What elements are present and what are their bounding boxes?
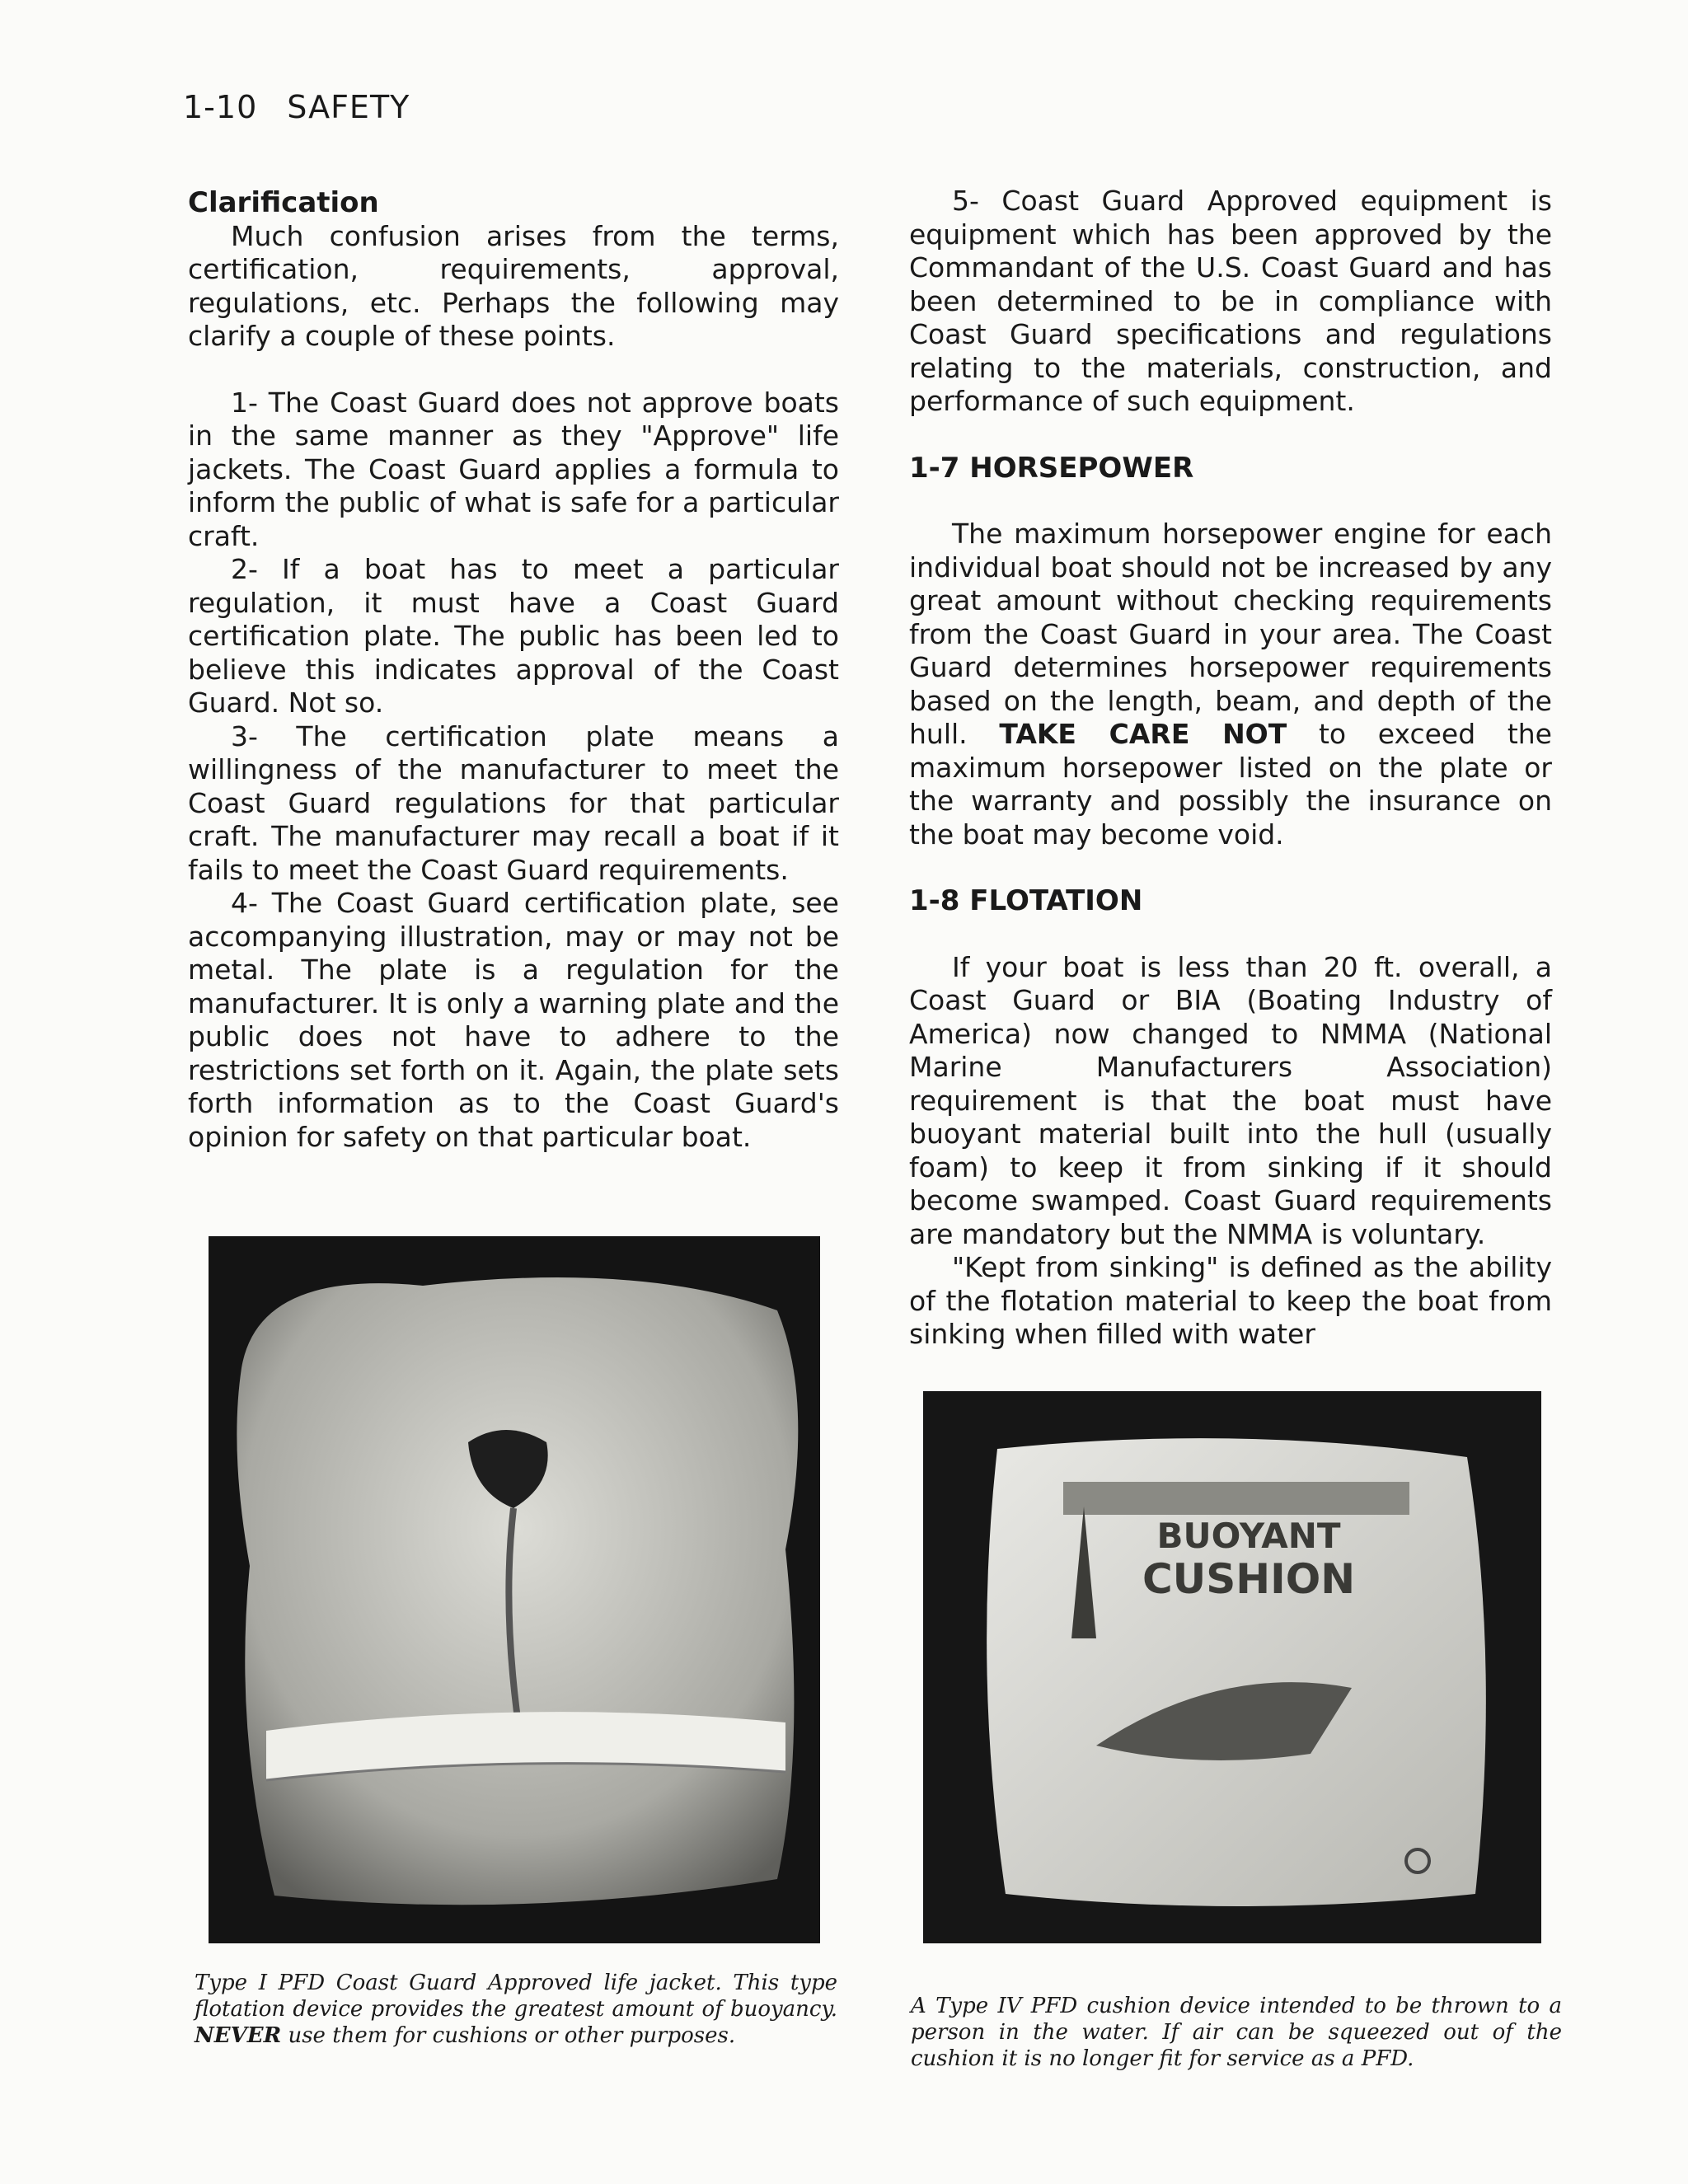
right-column (909, 185, 1552, 1352)
point-1: 1- The Coast Guard does not approve boats in the same manner as they "Approve" life jackets. The Coast Guard applies a formula to inform the public of what is safe for a particular craft. (188, 386, 839, 552)
left-column (188, 186, 839, 1154)
flotation-paragraph-1: If your boat is less than 20 ft. overall, a Coast Guard or BIA (Boating Industry of America) now changed to NMMA (National Marine Manufacturers Association) requirement is that the boat must have buoyant material built into the hull (usually foam) to keep it from sinking if it should become swamped. Coast Guard requirements are mandatory but the NMMA is voluntary. (909, 950, 1552, 1250)
point-5: 5- Coast Guard Approved equipment is equipment which has been approved by the Commandant of the U.S. Coast Guard and has been determined to be in compliance with Coast Guard specifications and regulations relating to the materials, construction, and performance of such equipment. (909, 185, 1552, 417)
horsepower-paragraph (909, 518, 1552, 851)
horsepower-warning: TAKE CARE NOT (999, 718, 1287, 750)
point-4: 4- The Coast Guard certification plate, see accompanying illustration, may or may not be metal. The plate is a regulation for the manufacturer. It is only a warning plate and the public does not have to adhere to the restrictions set forth on it. Again, the plate sets forth information as to the Coast Guard's opinion for safety on that particular boat. (188, 887, 839, 1153)
cushion-photo (923, 1391, 1541, 1943)
life-jacket-caption (195, 1970, 837, 2049)
cushion-caption: A Type IV PFD cushion device intended to be thrown to a person in the water. If air can be squeezed out of the cushion it is no longer fit for service as a PFD. (911, 1994, 1562, 2071)
page-header (183, 89, 410, 125)
point-3: 3- The certification plate means a willingness of the manufacturer to meet the Coast Guard regulations for that particular craft. The manufacturer may recall a boat if it fails to meet the Coast Guard requirements. (188, 719, 839, 886)
cushion-label-line-1: BUOYANT (1156, 1516, 1341, 1556)
section-title: SAFETY (287, 89, 410, 125)
life-jacket-photo (209, 1236, 820, 1943)
horsepower-text-a: The maximum horsepower engine for each individual boat should not be increased by any great amount without checking requirements from the Coast Guard in your area. The Coast Guard determines horsepower requirements based on the length, beam, and depth of the hull. (909, 518, 1552, 750)
cushion-illustration (923, 1391, 1541, 1943)
horsepower-heading: 1-7 HORSEPOWER (909, 451, 1194, 485)
clarification-heading: Clarification (188, 186, 379, 219)
horsepower-text-b: to exceed the maximum horsepower listed on the plate or the warranty and possibly the insurance on the boat may become void. (909, 718, 1552, 851)
cushion-label-line-2: CUSHION (1142, 1555, 1356, 1603)
life-jacket-caption-b: use them for cushions or other purposes. (288, 2023, 736, 2048)
life-jacket-caption-warning: NEVER (195, 2023, 282, 2048)
life-jacket-caption-a: Type I PFD Coast Guard Approved life jacket. This type flotation device provides the greatest amount of buoyancy. (195, 1971, 837, 2022)
flotation-paragraph-2: "Kept from sinking" is defined as the ability of the flotation material to keep the boat from sinking when filled with water (909, 1251, 1552, 1350)
page-number: 1-10 (183, 89, 258, 125)
point-2: 2- If a boat has to meet a particular regulation, it must have a Coast Guard certification plate. The public has been led to believe this indicates approval of the Coast Guard. Not so. (188, 553, 839, 719)
flotation-heading: 1-8 FLOTATION (909, 884, 1143, 917)
clarification-intro: Much confusion arises from the terms, certification, requirements, approval, regulations, etc. Perhaps the following may clarify a couple of these points. (188, 219, 839, 352)
life-jacket-illustration (209, 1236, 820, 1943)
